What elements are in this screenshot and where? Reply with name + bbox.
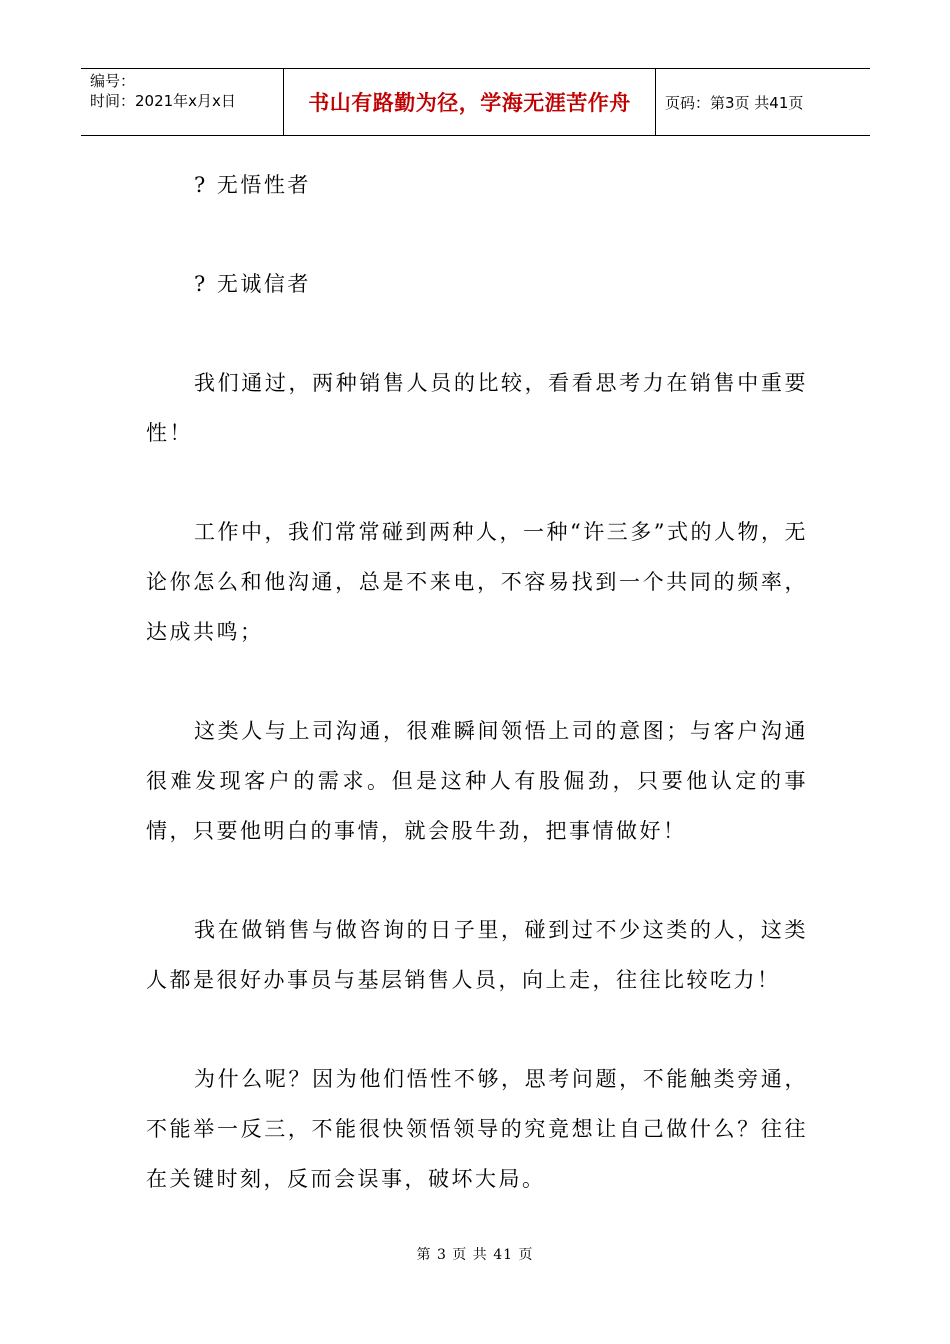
paragraph: 我们通过，两种销售人员的比较，看看思考力在销售中重要性！ [146, 371, 808, 445]
header-meta [81, 69, 283, 135]
page-footer: 第 3 页 共 41 页 [416, 1247, 534, 1263]
header-page-info: 页码：第3页 共41页 [665, 93, 804, 112]
page-header [81, 68, 870, 136]
paragraph-bullet-2: ? 无诚信者 [194, 272, 311, 296]
paragraph: 这类人与上司沟通，很难瞬间领悟上司的意图；与客户沟通很难发现客户的需求。但是这种人有股倔劲，只要他认定的事情，只要他明白的事情，就会股牛劲，把事情做好！ [146, 719, 808, 843]
document-body [146, 160, 808, 1204]
header-time-label: 时间：2021年x月x日 [90, 92, 236, 110]
paragraph: 工作中，我们常常碰到两种人，一种“许三多”式的人物，无论你怎么和他沟通，总是不来电，不容易找到一个共同的频率，达成共鸣； [146, 520, 808, 644]
header-motto: 书山有路勤为径，学海无涯苦作舟 [283, 69, 656, 135]
paragraph: 为什么呢？因为他们悟性不够，思考问题，不能触类旁通，不能举一反三，不能很快领悟领导的究竟想让自己做什么？往往在关键时刻，反而会误事，破坏大局。 [146, 1067, 808, 1191]
paragraph-bullet-1: ? 无悟性者 [194, 173, 311, 197]
paragraph: 我在做销售与做咨询的日子里，碰到过不少这类的人，这类人都是很好办事员与基层销售人员，向上走，往往比较吃力！ [146, 918, 808, 992]
header-number-label: 编号： [90, 72, 136, 90]
